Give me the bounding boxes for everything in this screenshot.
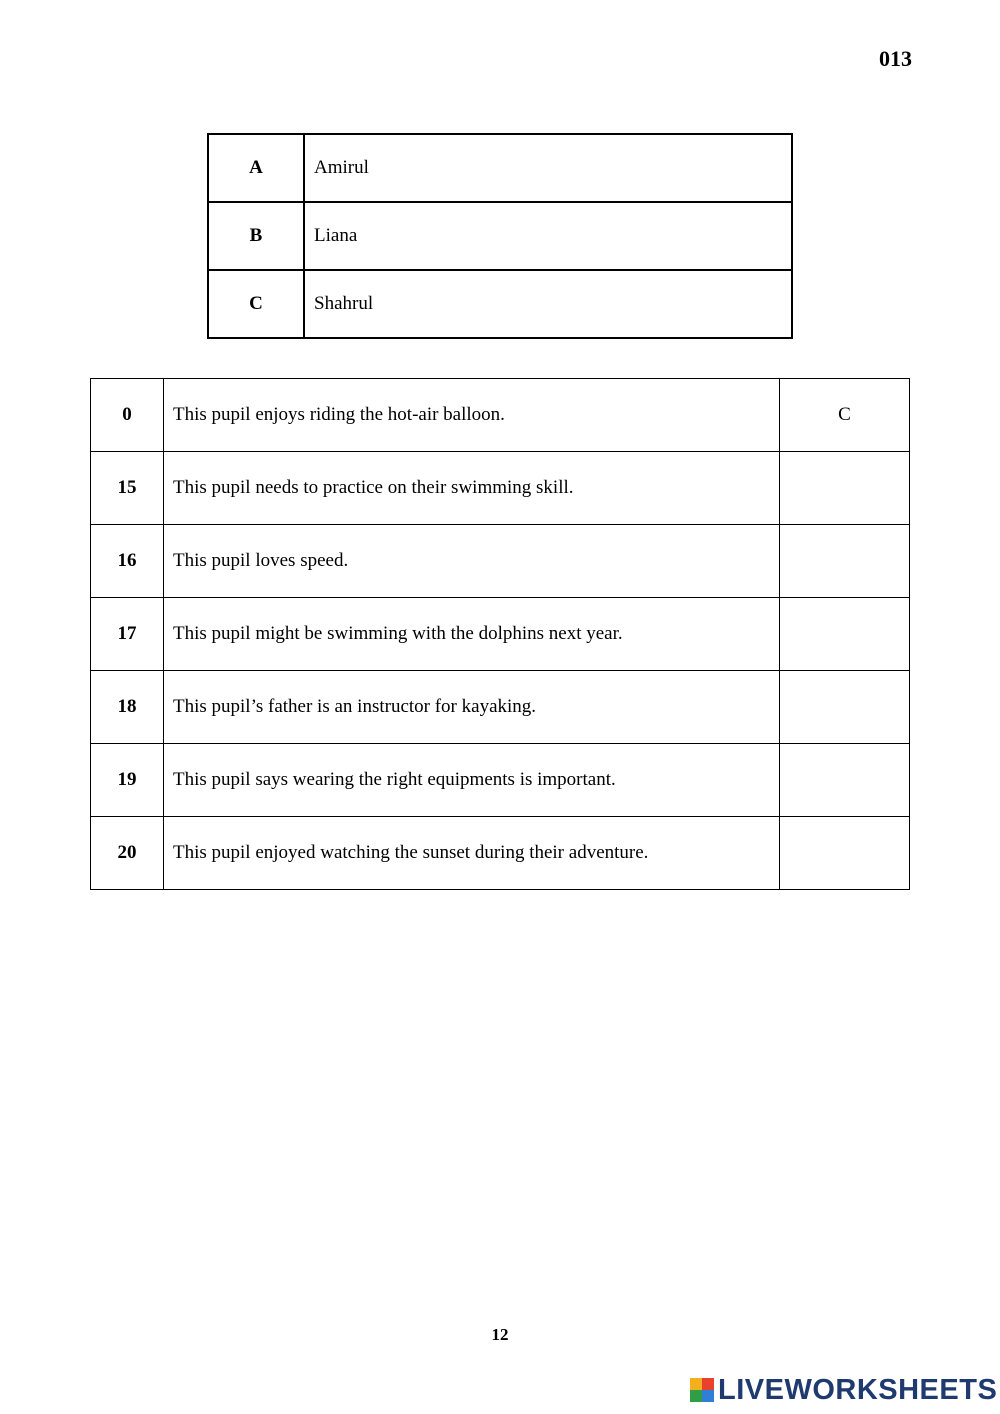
logo-square-icon	[690, 1390, 702, 1402]
question-statement: This pupil needs to practice on their swimming skill.	[164, 452, 780, 525]
liveworksheets-logo-icon	[690, 1378, 714, 1402]
option-name: Shahrul	[304, 270, 792, 338]
question-statement: This pupil enjoys riding the hot-air balloon.	[164, 379, 780, 452]
question-number: 0	[91, 379, 164, 452]
answer-cell[interactable]	[780, 817, 910, 890]
table-row	[208, 134, 792, 202]
option-name: Amirul	[304, 134, 792, 202]
question-number: 16	[91, 525, 164, 598]
options-table	[207, 133, 793, 339]
paper-code: 013	[879, 46, 912, 71]
table-row	[91, 671, 910, 744]
table-row	[91, 744, 910, 817]
option-name: Liana	[304, 202, 792, 270]
answer-cell[interactable]	[780, 744, 910, 817]
table-row	[208, 202, 792, 270]
answer-cell[interactable]	[780, 598, 910, 671]
brand-name: LIVEWORKSHEETS	[718, 1373, 998, 1406]
answer-cell[interactable]	[780, 671, 910, 744]
table-row	[91, 379, 910, 452]
table-row	[91, 525, 910, 598]
question-statement: This pupil says wearing the right equipments is important.	[164, 744, 780, 817]
table-row	[91, 452, 910, 525]
question-statement: This pupil loves speed.	[164, 525, 780, 598]
question-number: 18	[91, 671, 164, 744]
question-statement: This pupil enjoyed watching the sunset during their adventure.	[164, 817, 780, 890]
question-number: 17	[91, 598, 164, 671]
question-number: 15	[91, 452, 164, 525]
answer-cell: C	[780, 379, 910, 452]
logo-square-icon	[690, 1378, 702, 1390]
logo-square-icon	[702, 1390, 714, 1402]
table-row	[208, 270, 792, 338]
page-number: 12	[491, 1325, 509, 1344]
table-row	[91, 598, 910, 671]
question-statement: This pupil’s father is an instructor for kayaking.	[164, 671, 780, 744]
question-number: 20	[91, 817, 164, 890]
question-statement: This pupil might be swimming with the dolphins next year.	[164, 598, 780, 671]
option-letter: B	[208, 202, 304, 270]
question-number: 19	[91, 744, 164, 817]
answer-cell[interactable]	[780, 525, 910, 598]
answer-cell[interactable]	[780, 452, 910, 525]
logo-square-icon	[702, 1378, 714, 1390]
questions-table	[90, 378, 910, 890]
option-letter: A	[208, 134, 304, 202]
brand-logo	[690, 1373, 997, 1407]
option-letter: C	[208, 270, 304, 338]
table-row	[91, 817, 910, 890]
